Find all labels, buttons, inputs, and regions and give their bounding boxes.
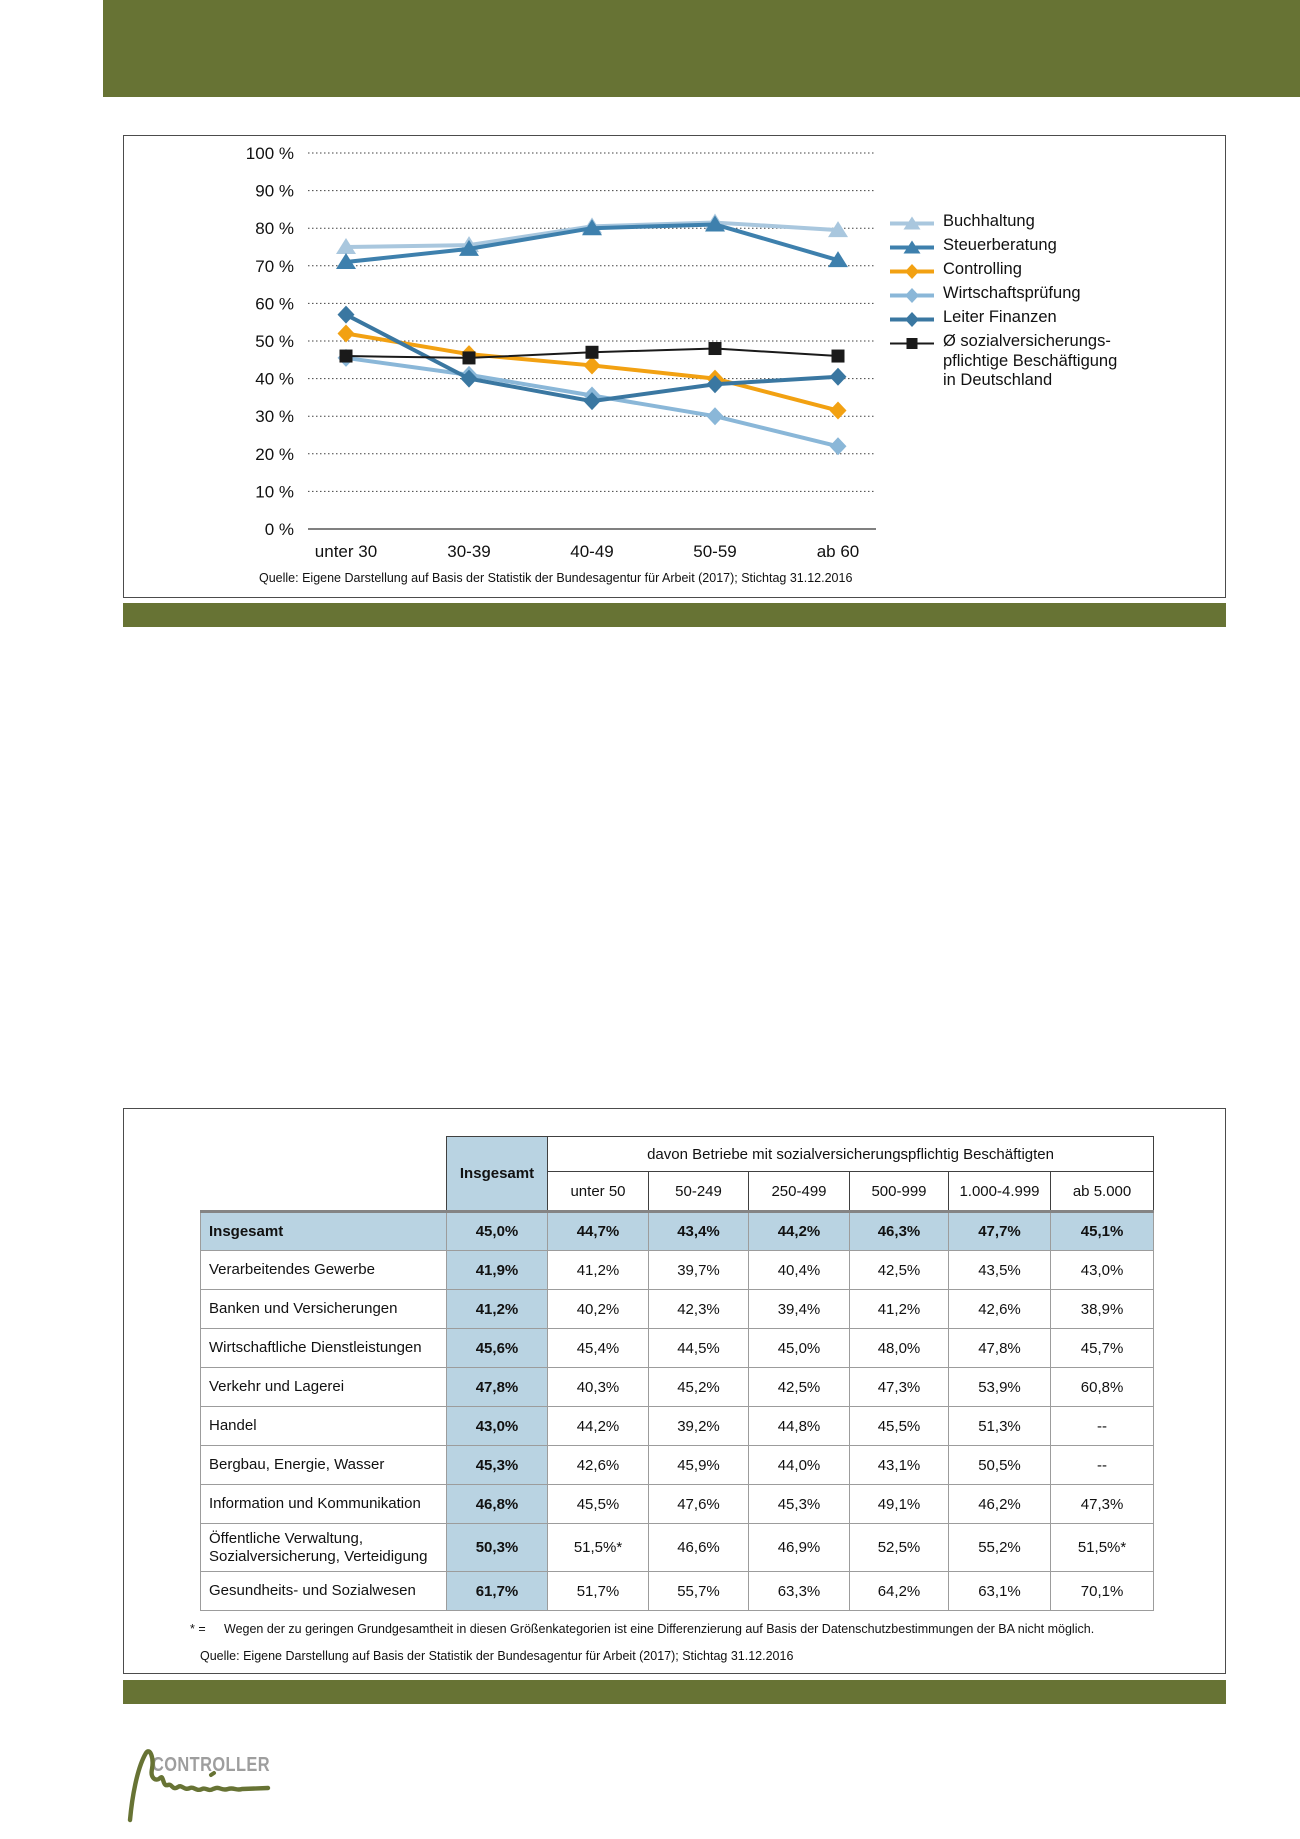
- header-spacer: [201, 1137, 447, 1172]
- value-cell: 40,2%: [548, 1290, 649, 1329]
- value-cell: 42,3%: [649, 1290, 749, 1329]
- value-cell: 39,7%: [649, 1251, 749, 1290]
- col-header-insgesamt: Insgesamt: [447, 1137, 548, 1212]
- table-row: [201, 1485, 1154, 1524]
- value-cell: 41,2%: [850, 1290, 949, 1329]
- square-marker: [586, 346, 599, 359]
- series-steuerberatung: [336, 215, 848, 269]
- value-cell: 44,2%: [749, 1212, 850, 1251]
- legend-diamond-icon: [890, 263, 934, 280]
- value-cell: 43,0%: [447, 1407, 548, 1446]
- square-marker: [340, 350, 353, 363]
- value-cell: 41,2%: [447, 1290, 548, 1329]
- value-cell: 53,9%: [949, 1368, 1051, 1407]
- legend-label: Ø sozialversicherungs- pflichtige Beschäftigung in Deutschland: [943, 332, 1118, 389]
- value-cell: 50,5%: [949, 1446, 1051, 1485]
- table-row: [201, 1572, 1154, 1611]
- legend-item: [890, 332, 1117, 391]
- value-cell: 51,3%: [949, 1407, 1051, 1446]
- y-tick-label: 80 %: [255, 219, 294, 239]
- x-tick-label: unter 30: [314, 542, 378, 561]
- row-label: Öffentliche Verwaltung, Sozialversicherung, Verteidigung: [201, 1524, 447, 1572]
- legend-label: Steuerberatung: [943, 236, 1057, 254]
- value-cell: --: [1051, 1407, 1154, 1446]
- value-cell: 39,2%: [649, 1407, 749, 1446]
- value-cell: 45,0%: [749, 1329, 850, 1368]
- header-spacer: [201, 1172, 447, 1212]
- value-cell: 41,2%: [548, 1251, 649, 1290]
- legend-diamond-icon: [890, 311, 934, 328]
- x-tick-label: 30-39: [447, 542, 491, 561]
- legend-item: [890, 308, 1117, 328]
- row-label: Handel: [201, 1407, 447, 1446]
- y-tick-label: 50 %: [255, 332, 294, 351]
- value-cell: 55,7%: [649, 1572, 749, 1611]
- row-label: Wirtschaftliche Dienstleistungen: [201, 1329, 447, 1368]
- value-cell: 40,4%: [749, 1251, 850, 1290]
- value-cell: 46,8%: [447, 1485, 548, 1524]
- value-cell: 38,9%: [1051, 1290, 1154, 1329]
- legend-label: Controlling: [943, 260, 1022, 278]
- table-source: Quelle: Eigene Darstellung auf Basis der Statistik der Bundesagentur für Arbeit (2017); Stichtag 31.12.2016: [200, 1649, 794, 1663]
- diamond-marker: [338, 324, 355, 342]
- value-cell: 45,5%: [548, 1485, 649, 1524]
- value-cell: 51,7%: [548, 1572, 649, 1611]
- logo-text: CONTROLLER: [152, 1754, 270, 1776]
- legend-square-icon: [890, 335, 934, 352]
- table-row: [201, 1251, 1154, 1290]
- value-cell: 45,7%: [1051, 1329, 1154, 1368]
- value-cell: 44,2%: [548, 1407, 649, 1446]
- bottom-olive-band: [123, 1680, 1226, 1704]
- value-cell: 63,3%: [749, 1572, 850, 1611]
- value-cell: 49,1%: [850, 1485, 949, 1524]
- value-cell: 47,6%: [649, 1485, 749, 1524]
- value-cell: 39,4%: [749, 1290, 850, 1329]
- row-label: Gesundheits- und Sozialwesen: [201, 1572, 447, 1611]
- value-cell: 43,0%: [1051, 1251, 1154, 1290]
- value-cell: 42,5%: [850, 1251, 949, 1290]
- col-header-size: 500-999: [850, 1172, 949, 1212]
- col-header-size: ab 5.000: [1051, 1172, 1154, 1212]
- footnote-text: Wegen der zu geringen Grundgesamtheit in diesen Größenkategorien ist eine Differenzierung auf Basis der Datenschutzbestimmungen der BA nicht möglich.: [224, 1622, 1095, 1636]
- value-cell: 51,5%*: [548, 1524, 649, 1572]
- value-cell: 44,8%: [749, 1407, 850, 1446]
- legend-label: Buchhaltung: [943, 212, 1035, 230]
- table-row: [201, 1212, 1154, 1251]
- value-cell: 40,3%: [548, 1368, 649, 1407]
- square-marker: [709, 342, 722, 355]
- x-tick-label: ab 60: [816, 542, 860, 561]
- x-tick-label: 50-59: [693, 542, 737, 561]
- x-tick-label: 40-49: [570, 542, 614, 561]
- value-cell: 61,7%: [447, 1572, 548, 1611]
- value-cell: 45,0%: [447, 1212, 548, 1251]
- y-tick-label: 100 %: [245, 144, 294, 163]
- y-tick-label: 30 %: [255, 407, 294, 427]
- legend-triangle-icon: [890, 215, 934, 232]
- value-cell: 70,1%: [1051, 1572, 1154, 1611]
- controller-magazin-logo: [116, 1730, 296, 1830]
- value-cell: 45,4%: [548, 1329, 649, 1368]
- row-label: Banken und Versicherungen: [201, 1290, 447, 1329]
- value-cell: 47,8%: [949, 1329, 1051, 1368]
- y-tick-label: 60 %: [255, 294, 294, 314]
- y-tick-label: 90 %: [255, 181, 294, 201]
- value-cell: 42,5%: [749, 1368, 850, 1407]
- table-row: [201, 1368, 1154, 1407]
- table-row: [201, 1290, 1154, 1329]
- chart-legend: [890, 212, 1117, 395]
- diamond-marker: [830, 437, 847, 455]
- value-cell: 50,3%: [447, 1524, 548, 1572]
- value-cell: 44,0%: [749, 1446, 850, 1485]
- industry-size-table: [200, 1136, 1154, 1611]
- value-cell: 52,5%: [850, 1524, 949, 1572]
- value-cell: 55,2%: [949, 1524, 1051, 1572]
- value-cell: 47,8%: [447, 1368, 548, 1407]
- value-cell: 43,1%: [850, 1446, 949, 1485]
- value-cell: 45,9%: [649, 1446, 749, 1485]
- col-header-size: 50-249: [649, 1172, 749, 1212]
- y-tick-label: 20 %: [255, 444, 294, 464]
- col-header-size: 250-499: [749, 1172, 850, 1212]
- group-header-davon: davon Betriebe mit sozialversicherungspflichtig Beschäftigten: [548, 1137, 1154, 1172]
- value-cell: 45,3%: [749, 1485, 850, 1524]
- value-cell: 46,6%: [649, 1524, 749, 1572]
- value-cell: 44,7%: [548, 1212, 649, 1251]
- value-cell: 46,9%: [749, 1524, 850, 1572]
- legend-triangle-icon: [890, 239, 934, 256]
- y-tick-label: 0 %: [264, 520, 294, 539]
- value-cell: 60,8%: [1051, 1368, 1154, 1407]
- value-cell: 47,3%: [1051, 1485, 1154, 1524]
- value-cell: 41,9%: [447, 1251, 548, 1290]
- col-header-size: 1.000-4.999: [949, 1172, 1051, 1212]
- value-cell: 46,2%: [949, 1485, 1051, 1524]
- value-cell: 47,7%: [949, 1212, 1051, 1251]
- value-cell: 47,3%: [850, 1368, 949, 1407]
- row-label: Verarbeitendes Gewerbe: [201, 1251, 447, 1290]
- value-cell: 46,3%: [850, 1212, 949, 1251]
- value-cell: --: [1051, 1446, 1154, 1485]
- top-olive-band: [103, 0, 1300, 97]
- square-marker: [832, 350, 845, 363]
- legend-item: [890, 212, 1117, 232]
- row-label: Bergbau, Energie, Wasser: [201, 1446, 447, 1485]
- value-cell: 45,5%: [850, 1407, 949, 1446]
- square-marker: [463, 351, 476, 364]
- y-tick-label: 40 %: [255, 369, 294, 389]
- diamond-marker: [707, 407, 724, 425]
- table-row: [201, 1524, 1154, 1572]
- chart-source: Quelle: Eigene Darstellung auf Basis der Statistik der Bundesagentur für Arbeit (2017); Stichtag 31.12.2016: [259, 571, 853, 585]
- table-row: [201, 1407, 1154, 1446]
- divider-olive-band: [123, 603, 1226, 627]
- value-cell: 44,5%: [649, 1329, 749, 1368]
- table-row: [201, 1329, 1154, 1368]
- row-label: Verkehr und Lagerei: [201, 1368, 447, 1407]
- col-header-size: unter 50: [548, 1172, 649, 1212]
- value-cell: 45,3%: [447, 1446, 548, 1485]
- value-cell: 42,6%: [548, 1446, 649, 1485]
- y-tick-label: 70 %: [255, 256, 294, 276]
- footnote-marker: * =: [190, 1622, 206, 1636]
- legend-item: [890, 260, 1117, 280]
- value-cell: 42,6%: [949, 1290, 1051, 1329]
- diamond-marker: [830, 368, 847, 386]
- value-cell: 45,6%: [447, 1329, 548, 1368]
- legend-diamond-icon: [890, 287, 934, 304]
- legend-item: [890, 284, 1117, 304]
- row-label: Information und Kommunikation: [201, 1485, 447, 1524]
- legend-label: Leiter Finanzen: [943, 308, 1057, 326]
- chart-panel: [123, 135, 1226, 598]
- value-cell: 45,2%: [649, 1368, 749, 1407]
- table-panel: [123, 1108, 1226, 1674]
- value-cell: 51,5%*: [1051, 1524, 1154, 1572]
- y-tick-label: 10 %: [255, 482, 294, 502]
- value-cell: 45,1%: [1051, 1212, 1154, 1251]
- diamond-marker: [584, 356, 601, 374]
- diamond-marker: [338, 306, 355, 324]
- value-cell: 64,2%: [850, 1572, 949, 1611]
- legend-item: [890, 236, 1117, 256]
- diamond-marker: [830, 402, 847, 420]
- table-row: [201, 1446, 1154, 1485]
- legend-label: Wirtschaftsprüfung: [943, 284, 1081, 302]
- table-footnote: [190, 1622, 1094, 1636]
- value-cell: 43,4%: [649, 1212, 749, 1251]
- magazin-scribble-icon: [116, 1730, 296, 1830]
- value-cell: 63,1%: [949, 1572, 1051, 1611]
- value-cell: 48,0%: [850, 1329, 949, 1368]
- value-cell: 43,5%: [949, 1251, 1051, 1290]
- row-label: Insgesamt: [201, 1212, 447, 1251]
